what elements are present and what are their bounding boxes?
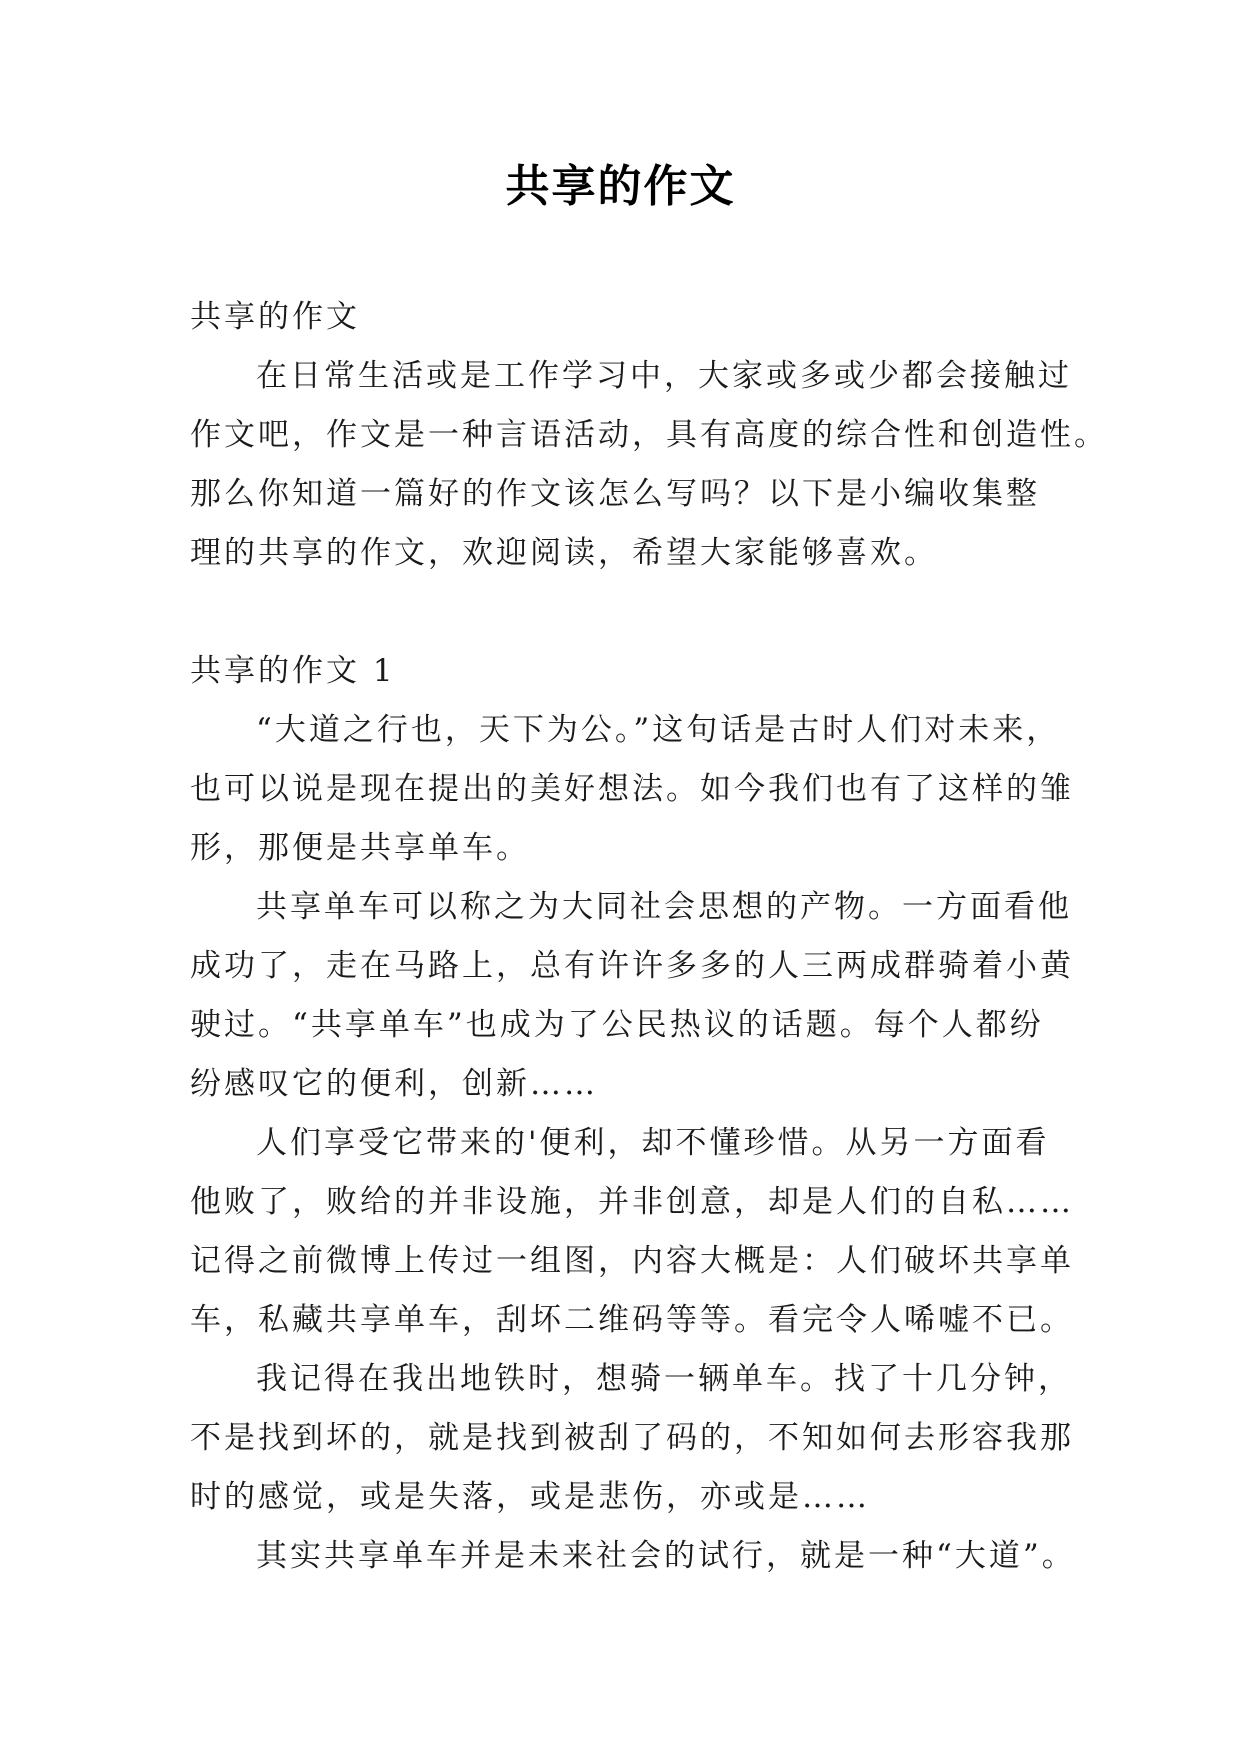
text-line: 车，私藏共享单车，刮坏二维码等等。看完令人唏嘘不已。 [190,1302,1074,1338]
section-heading: 共享的作文 1 [190,653,396,689]
text-line: 纷感叹它的便利，创新…… [190,1066,598,1102]
text-line: 也可以说是现在提出的美好想法。如今我们也有了这样的雏 [190,771,1074,807]
text-line: 理的共享的作文，欢迎阅读，希望大家能够喜欢。 [190,535,938,571]
text-line: 人们享受它带来的'便利，却不懂珍惜。从另一方面看 [256,1125,1050,1161]
document-title: 共享的作文 [505,161,736,212]
paragraph-4 [190,1350,1074,1527]
paragraph-3 [190,1114,1074,1350]
text-line: 作文吧，作文是一种言语活动，具有高度的综合性和创造性。 [190,417,1108,453]
text-line: 不是找到坏的，就是找到被刮了码的，不知如何去形容我那 [190,1420,1074,1456]
intro-paragraph [190,347,1108,583]
text-line: 驶过。“共享单车”也成为了公民热议的话题。每个人都纷 [190,1007,1044,1043]
text-line: 在日常生活或是工作学习中，大家或多或少都会接触过 [256,358,1072,394]
text-line: 记得之前微博上传过一组图，内容大概是：人们破坏共享单 [190,1243,1074,1279]
document-body [190,288,1108,1586]
text-line: 那么你知道一篇好的作文该怎么写吗？以下是小编收集整 [190,476,1040,512]
text-line: 成功了，走在马路上，总有许许多多的人三两成群骑着小黄 [190,948,1074,984]
text-line: 我记得在我出地铁时，想骑一辆单车。找了十几分钟， [256,1361,1072,1397]
intro-heading: 共享的作文 [190,299,360,335]
paragraph-5 [190,1527,1076,1586]
paragraph-1 [190,701,1074,878]
text-line: 形，那便是共享单车。 [190,830,530,866]
paragraph-2 [190,878,1074,1114]
text-line: “大道之行也，天下为公。”这句话是古时人们对未来， [256,712,1061,748]
text-line: 他败了，败给的并非设施，并非创意，却是人们的自私…… [190,1184,1074,1220]
text-line: 共享单车可以称之为大同社会思想的产物。一方面看他 [256,889,1072,925]
text-line: 时的感觉，或是失落，或是悲伤，亦或是…… [190,1479,870,1515]
text-line: 其实共享单车并是未来社会的试行，就是一种“大道”。 [256,1538,1076,1574]
section-spacer [190,583,1060,642]
